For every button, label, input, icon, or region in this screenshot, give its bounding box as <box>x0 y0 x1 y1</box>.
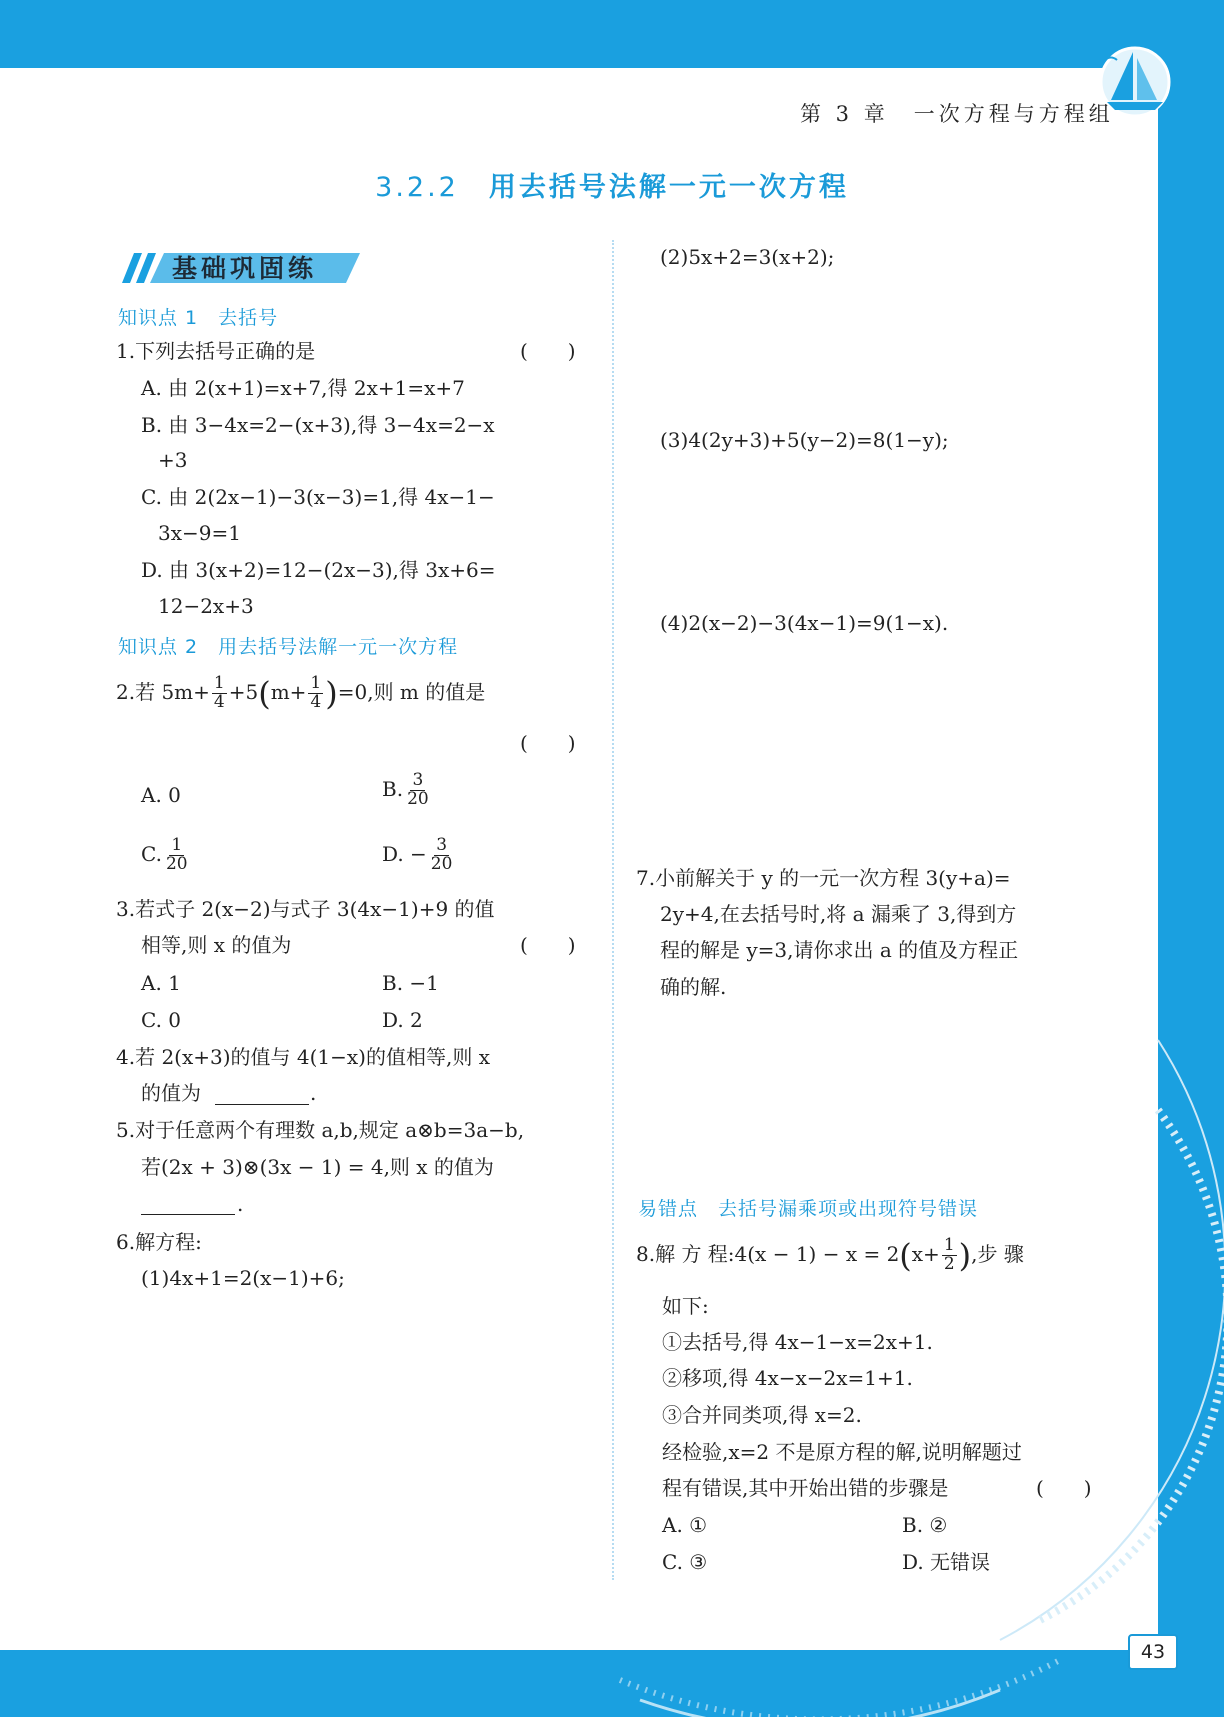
q1-option-a: A. 由 2(x+1)=x+7,得 2x+1=x+7 <box>141 376 465 400</box>
q3-answer-paren: ( ) <box>520 933 576 957</box>
q6-part-2: (2)5x+2=3(x+2); <box>660 245 835 269</box>
option-label: B. <box>382 776 404 801</box>
q3-option-b: B. −1 <box>382 971 439 995</box>
q1-stem: 1.下列去括号正确的是 <box>116 339 316 363</box>
q1-option-b-line2: +3 <box>158 448 188 472</box>
q8-line2: 如下: <box>662 1294 709 1318</box>
q8-step-2: ②移项,得 4x−x−2x=1+1. <box>662 1366 913 1390</box>
q8-answer-paren: ( ) <box>1036 1476 1092 1500</box>
q1-option-c-line2: 3x−9=1 <box>158 521 241 545</box>
fraction-denominator: 20 <box>407 788 429 809</box>
q8-line6: 经检验,x=2 不是原方程的解,说明解题过 <box>662 1440 1022 1464</box>
q1-option-d-line2: 12−2x+3 <box>158 594 254 618</box>
fraction-denominator: 20 <box>165 853 188 874</box>
q7-line4: 确的解. <box>660 975 727 999</box>
q1-option-b-line1: B. 由 3−4x=2−(x+3),得 3−4x=2−x <box>141 413 495 437</box>
column-divider <box>612 240 614 1580</box>
q8-stem: 8.解 方 程:4(x − 1) − x = 2(x+ $\frac{1}{2}$ ),步 骤 <box>636 1235 1024 1275</box>
banner-label: 基础巩固练 <box>172 254 318 283</box>
fraction-denominator: 2 <box>943 1253 955 1274</box>
q2-fraction-1 <box>212 675 227 712</box>
q4-line1: 4.若 2(x+3)的值与 4(1−x)的值相等,则 x <box>116 1045 490 1069</box>
q5-period: . <box>237 1192 244 1216</box>
error-prone-point: 易错点 去括号漏乘项或出现符号错误 <box>638 1198 979 1220</box>
q2-stem-part: 2.若 5m+ <box>116 679 210 704</box>
q8-option-c: C. ③ <box>662 1550 708 1574</box>
q2-option-c-fraction <box>164 837 190 874</box>
chapter-header: 第 3 章 一次方程与方程组 <box>800 102 1114 126</box>
q5-line1: 5.对于任意两个有理数 a,b,规定 a⊗b=3a−b, <box>116 1118 525 1142</box>
fraction-numerator: 1 <box>943 1235 955 1255</box>
q6-stem: 6.解方程: <box>116 1230 202 1254</box>
q8-stem-part: 8.解 方 程:4(x − 1) − x = 2 <box>636 1241 900 1266</box>
option-label: D. − <box>382 841 427 866</box>
q1-answer-paren: ( ) <box>520 339 576 363</box>
q6-part-1: (1)4x+1=2(x−1)+6; <box>141 1266 345 1290</box>
q2-stem-part: =0,则 m 的值是 <box>337 679 486 704</box>
knowledge-point-1: 知识点 1 去括号 <box>118 307 279 329</box>
q2-stem-part: m+ <box>270 679 307 704</box>
section-number: 3.2.2 <box>375 172 459 203</box>
page-number: 43 <box>1128 1634 1178 1670</box>
fraction-numerator: 1 <box>310 673 322 693</box>
q4-line2: 的值为 <box>141 1081 201 1105</box>
q8-fraction <box>942 1237 957 1274</box>
q8-option-a: A. ① <box>662 1513 708 1537</box>
q3-line2: 相等,则 x 的值为 <box>141 933 292 957</box>
right-color-band <box>1158 0 1224 1717</box>
fraction-numerator: 1 <box>213 673 225 693</box>
section-title-text: 用去括号法解一元一次方程 <box>488 172 849 203</box>
knowledge-point-2: 知识点 2 用去括号法解一元一次方程 <box>118 636 459 658</box>
fraction-numerator: 3 <box>412 770 424 790</box>
q6-part-3: (3)4(2y+3)+5(y−2)=8(1−y); <box>660 428 949 452</box>
q5-answer-blank[interactable] <box>141 1214 235 1215</box>
q2-option-d <box>382 837 456 874</box>
q2-option-b-fraction <box>405 772 431 809</box>
q2-option-b <box>382 772 433 809</box>
q5-line2: 若(2x + 3)⊗(3x − 1) = 4,则 x 的值为 <box>141 1155 494 1179</box>
q2-option-c <box>141 837 192 874</box>
q8-line7: 程有错误,其中开始出错的步骤是 <box>662 1476 949 1500</box>
q4-period: . <box>310 1081 317 1105</box>
q6-part-4: (4)2(x−2)−3(4x−1)=9(1−x). <box>660 611 949 635</box>
q3-option-a: A. 1 <box>141 971 181 995</box>
q7-line3: 程的解是 y=3,请你求出 a 的值及方程正 <box>660 938 1019 962</box>
q3-option-c: C. 0 <box>141 1008 182 1032</box>
q8-option-d: D. 无错误 <box>902 1550 991 1574</box>
q8-option-b: B. ② <box>902 1513 948 1537</box>
q7-line1: 7.小前解关于 y 的一元一次方程 3(y+a)= <box>636 866 1011 890</box>
q2-fraction-2 <box>308 675 323 712</box>
q8-step-1: ①去括号,得 4x−1−x=2x+1. <box>662 1330 933 1354</box>
q8-stem-part: x+ <box>911 1241 940 1266</box>
q7-line2: 2y+4,在去括号时,将 a 漏乘了 3,得到方 <box>660 902 1017 926</box>
fraction-numerator: 3 <box>436 835 448 855</box>
top-color-band <box>0 0 1224 68</box>
fraction-numerator: 1 <box>171 835 183 855</box>
q1-option-c-line1: C. 由 2(2x−1)−3(x−3)=1,得 4x−1− <box>141 485 495 509</box>
q1-option-d-line1: D. 由 3(x+2)=12−(2x−3),得 3x+6= <box>141 558 496 582</box>
q2-stem: 2.若 5m+ $\frac{1}{4}$ +5(m+ $\frac{1}{4}$ )=0,则 m 的值是 <box>116 673 486 713</box>
option-label: C. <box>141 841 162 866</box>
q2-stem-part: +5 <box>228 679 259 704</box>
q8-step-3: ③合并同类项,得 x=2. <box>662 1403 862 1427</box>
q3-line1: 3.若式子 2(x−2)与式子 3(4x−1)+9 的值 <box>116 897 495 921</box>
q2-option-d-fraction <box>429 837 455 874</box>
q4-answer-blank[interactable] <box>215 1104 309 1105</box>
q8-stem-part: ,步 骤 <box>971 1241 1024 1266</box>
q2-option-a: A. 0 <box>141 783 181 807</box>
section-title <box>0 165 1224 204</box>
bottom-color-band <box>0 1650 1224 1717</box>
fraction-denominator: 4 <box>213 691 225 712</box>
q3-option-d: D. 2 <box>382 1008 423 1032</box>
fraction-denominator: 20 <box>430 853 453 874</box>
fraction-denominator: 4 <box>310 691 322 712</box>
q2-answer-paren: ( ) <box>520 731 576 755</box>
